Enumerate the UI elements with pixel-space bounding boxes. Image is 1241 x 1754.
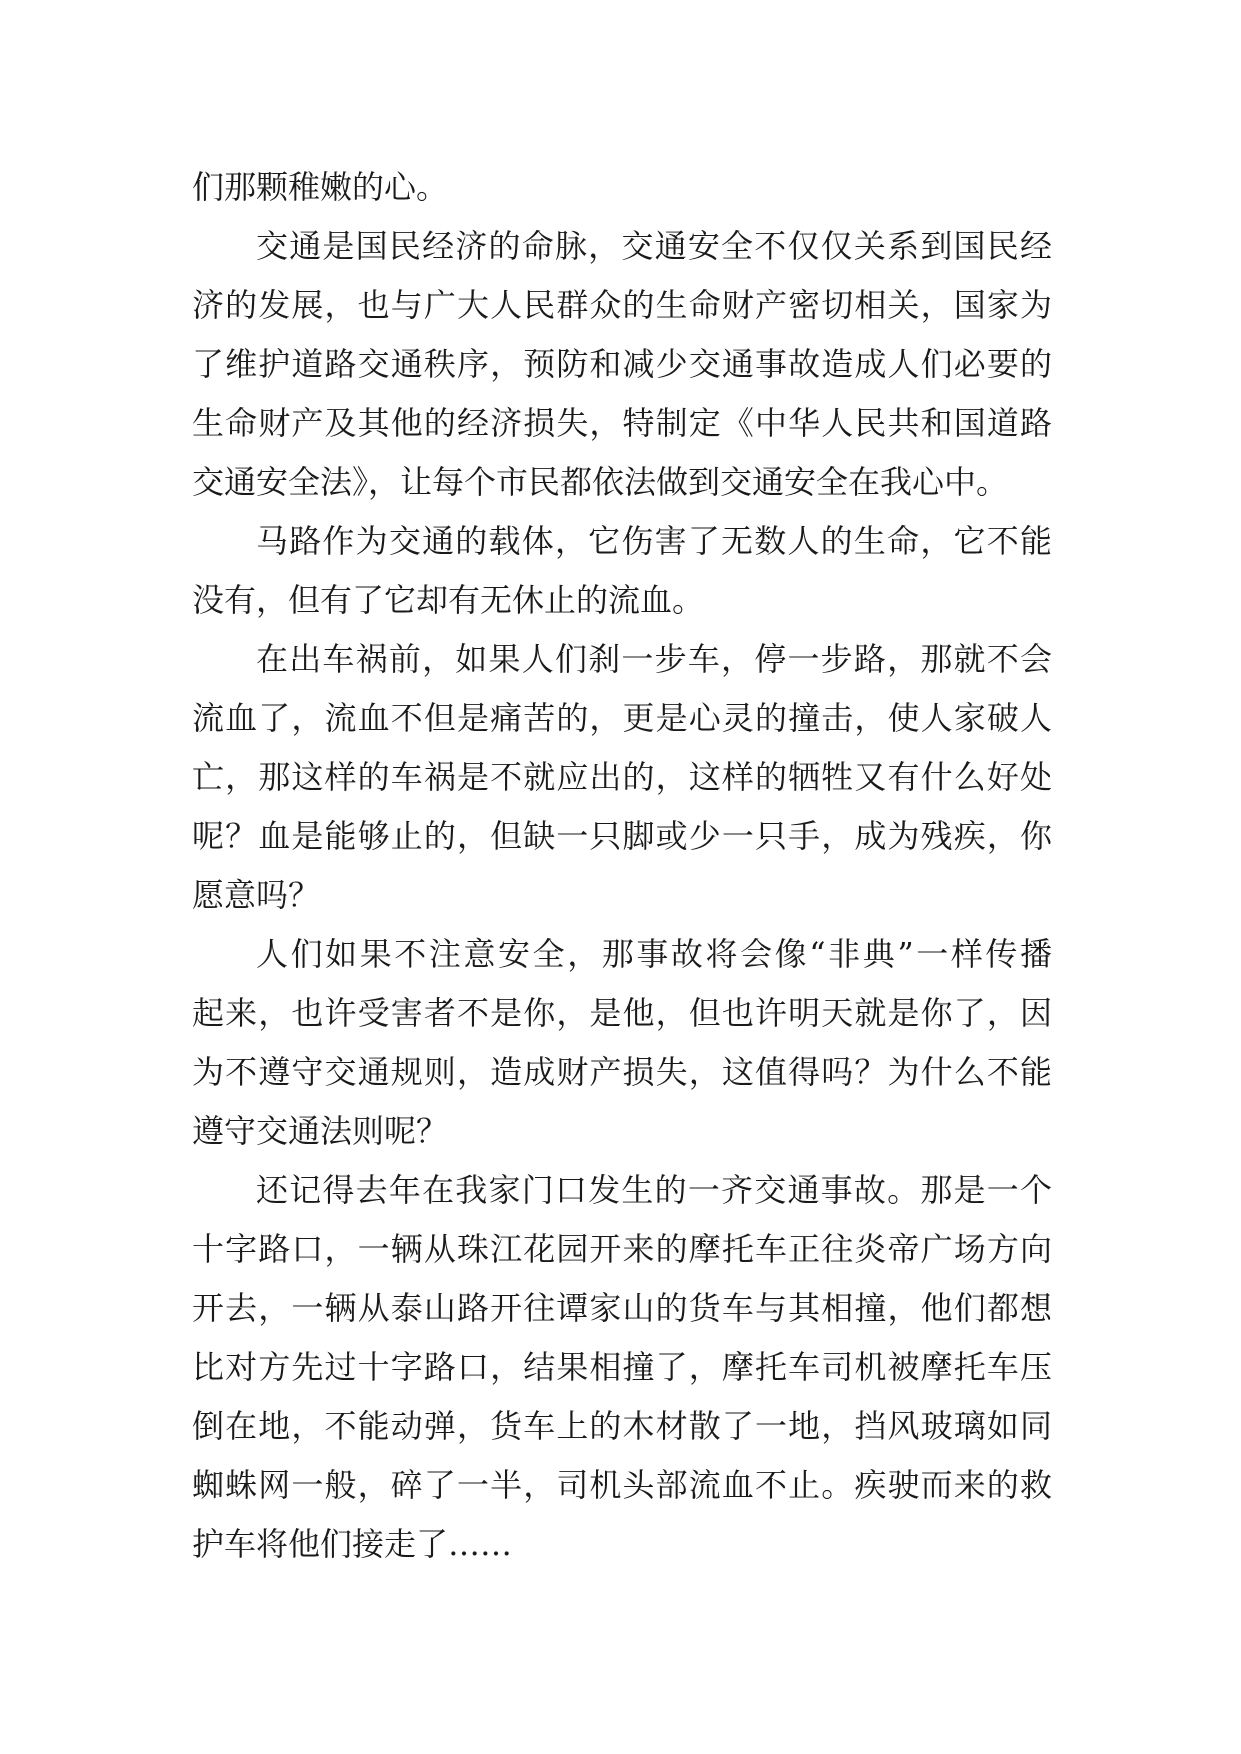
- text-line: 遵守交通法则呢？: [192, 1112, 449, 1150]
- text-line: 比对方先过十字路口，结果相撞了，摩托车司机被摩托车压: [192, 1348, 1052, 1386]
- text-line: 没有，但有了它却有无休止的流血。: [192, 581, 705, 619]
- document-body: [192, 158, 1052, 1574]
- text-line: 倒在地，不能动弹，货车上的木材散了一地，挡风玻璃如同: [192, 1407, 1052, 1445]
- text-line: 蜘蛛网一般，碎了一半，司机头部流血不止。疾驶而来的救: [192, 1466, 1052, 1504]
- text-line: 开去，一辆从泰山路开往谭家山的货车与其相撞，他们都想: [192, 1289, 1052, 1327]
- text-line: 流血了，流血不但是痛苦的，更是心灵的撞击，使人家破人: [192, 699, 1052, 737]
- text-line: 人们如果不注意安全，那事故将会像“非典”一样传播: [256, 935, 1052, 973]
- text-line: 起来，也许受害者不是你，是他，但也许明天就是你了，因: [192, 994, 1052, 1032]
- text-line: 济的发展，也与广大人民群众的生命财产密切相关，国家为: [192, 286, 1052, 324]
- text-line: 交通安全法》，让每个市民都依法做到交通安全在我心中。: [192, 463, 1009, 501]
- text-line: 护车将他们接走了……: [192, 1525, 513, 1563]
- text-line: 呢？血是能够止的，但缺一只脚或少一只手，成为残疾，你: [192, 817, 1052, 855]
- text-line: 交通是国民经济的命脉，交通安全不仅仅关系到国民经: [256, 227, 1052, 265]
- text-line: 生命财产及其他的经济损失，特制定《中华人民共和国道路: [192, 404, 1052, 442]
- text-line: 还记得去年在我家门口发生的一齐交通事故。那是一个: [256, 1171, 1052, 1209]
- text-line: 愿意吗？: [192, 876, 321, 914]
- text-line: 亡，那这样的车祸是不就应出的，这样的牺牲又有什么好处: [192, 758, 1052, 796]
- text-line: 为不遵守交通规则，造成财产损失，这值得吗？为什么不能: [192, 1053, 1052, 1091]
- text-line: 马路作为交通的载体，它伤害了无数人的生命，它不能: [256, 522, 1052, 560]
- text-line: 在出车祸前，如果人们刹一步车，停一步路，那就不会: [256, 640, 1052, 678]
- text-line: 十字路口，一辆从珠江花园开来的摩托车正往炎帝广场方向: [192, 1230, 1052, 1268]
- text-line: 们那颗稚嫩的心。: [192, 168, 449, 206]
- text-line: 了维护道路交通秩序，预防和减少交通事故造成人们必要的: [192, 345, 1052, 383]
